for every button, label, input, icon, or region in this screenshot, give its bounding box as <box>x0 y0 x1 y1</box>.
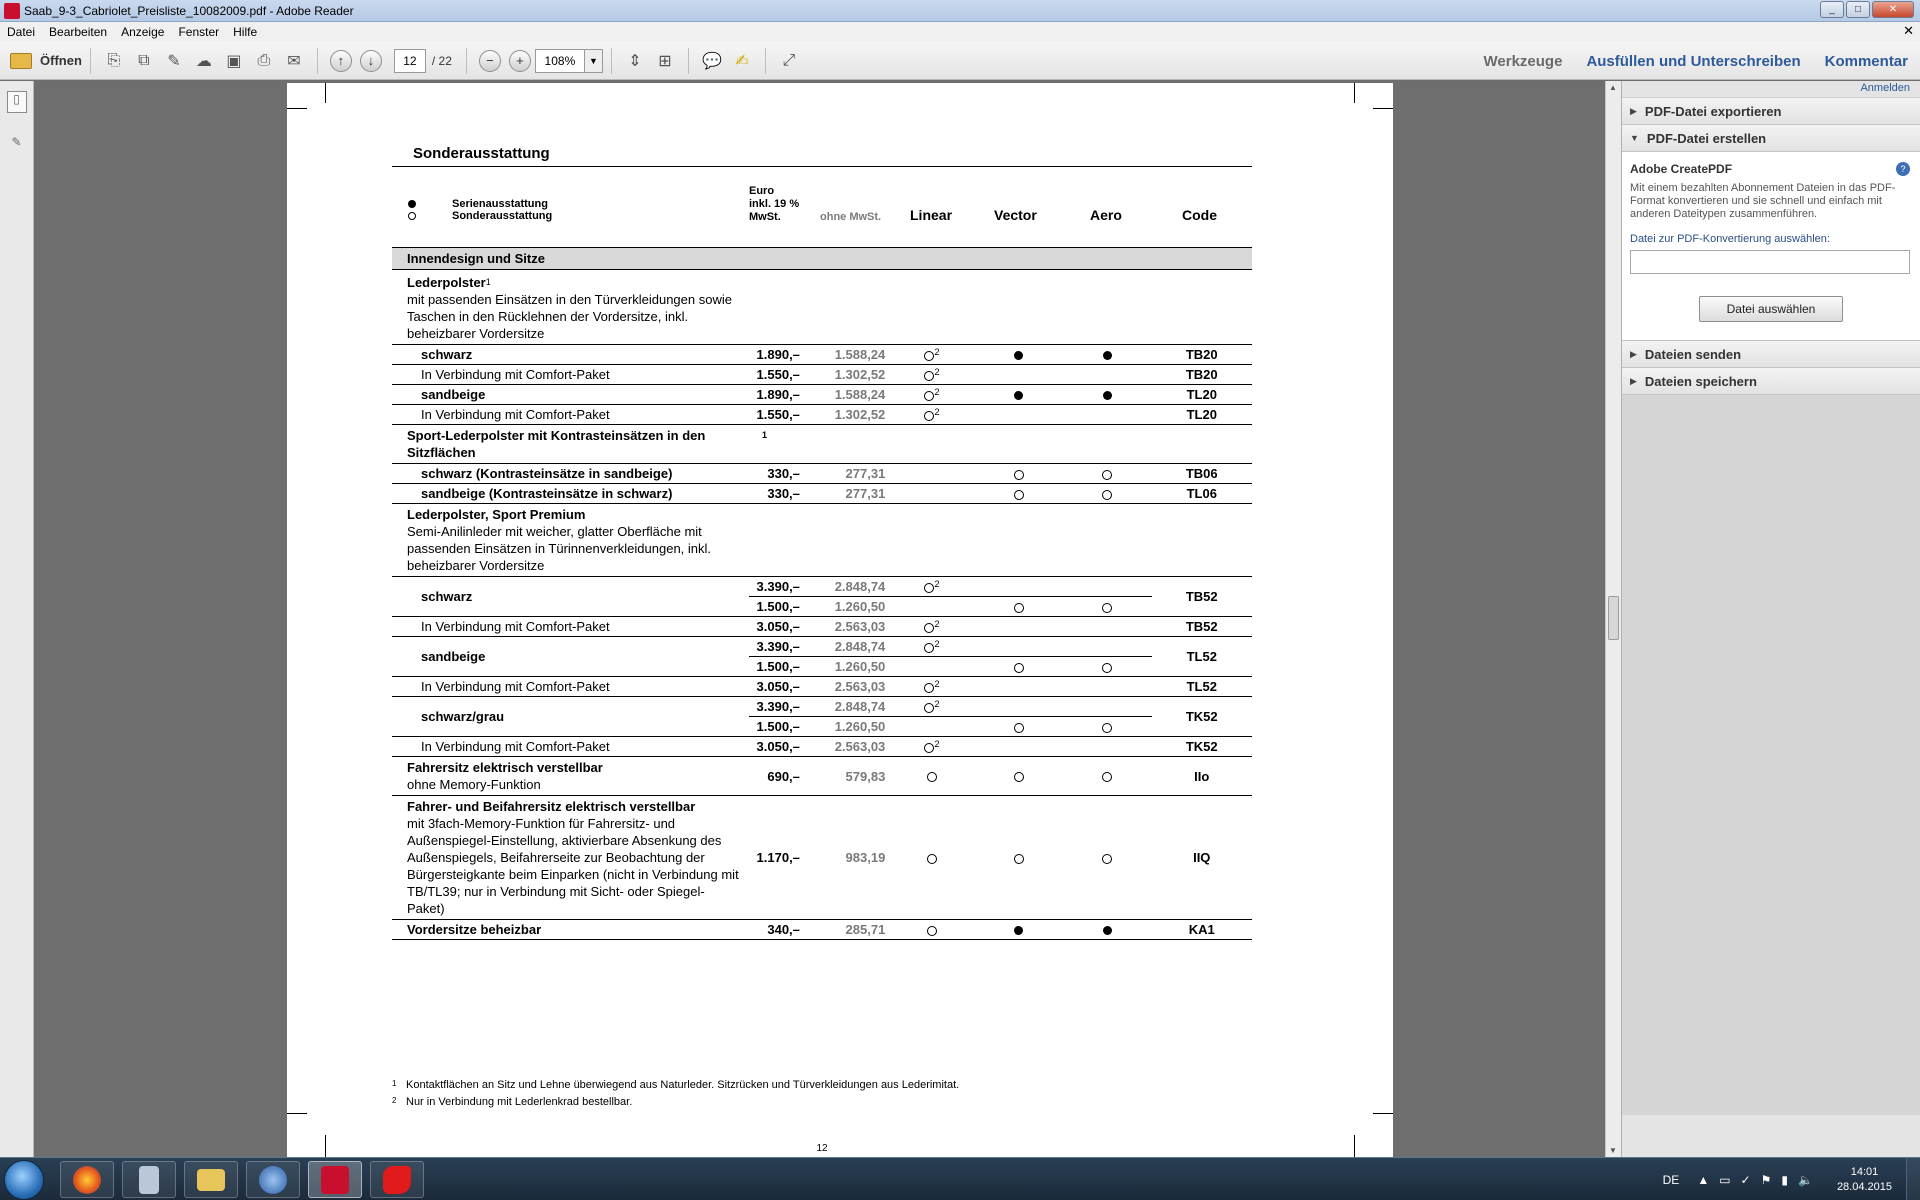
table-row <box>392 484 1252 504</box>
menu-datei[interactable]: Datei <box>7 25 36 39</box>
calculator-icon <box>139 1166 159 1194</box>
zoom-out-icon[interactable]: − <box>479 50 501 72</box>
option-code: TK52 <box>1152 697 1253 737</box>
row-label: sandbeige (Kontrasteinsätze in schwarz) <box>392 484 749 504</box>
fit-width-icon[interactable]: ⊞ <box>658 52 672 70</box>
standard-marker <box>1014 351 1023 360</box>
col-linear: Linear <box>910 207 953 223</box>
option-code: TB06 <box>1152 464 1253 484</box>
createpdf-text: Mit einem bezahlten Abonnement Dateien in das PDF-Format konvertieren und sie schnell und einfach mit anderen Dateitypen zusammenführen. <box>1630 182 1896 220</box>
taskbar-explorer[interactable] <box>184 1161 238 1198</box>
option-code: TL52 <box>1152 637 1253 677</box>
pane-empty-area <box>1622 395 1920 1115</box>
show-desktop-button[interactable] <box>1906 1158 1920 1200</box>
row-label: sandbeige <box>392 637 749 677</box>
taskbar-app[interactable] <box>370 1161 424 1198</box>
price-net: 285,71 <box>804 920 889 940</box>
footnote-1: 1 Kontaktflächen an Sitz und Lehne überwiegend aus Naturleder. Sitzrücken und Türverkleidungen aus Lederimitat. <box>392 1079 960 1091</box>
select-file-button[interactable]: Datei auswählen <box>1699 296 1843 322</box>
price-gross: 3.050,– <box>749 737 804 757</box>
crop-mark <box>325 1135 326 1157</box>
price-gross: 690,– <box>749 757 804 796</box>
table-row: In Verbindung mit Comfort-Paket 3.050,– 2.563,03 $^2$ TB52 <box>392 617 1252 637</box>
create-pdf-icon[interactable]: ⎘ <box>107 51 121 69</box>
navigation-pane <box>0 81 34 1157</box>
clock[interactable] <box>1837 1165 1892 1195</box>
section-row <box>392 248 1252 270</box>
price-net: 2.848,74 <box>804 637 889 657</box>
optional-marker <box>1102 854 1112 864</box>
menu-hilfe[interactable]: Hilfe <box>233 25 258 39</box>
group-desc: ohne Memory-Funktion <box>407 777 541 792</box>
help-icon[interactable]: ? <box>1896 162 1910 176</box>
taskbar-firefox[interactable] <box>60 1161 114 1198</box>
close-window-button[interactable]: ✕ <box>1872 1 1914 18</box>
price-net: 1.302,52 <box>804 365 889 385</box>
comment-pane-button[interactable]: Kommentar <box>1824 52 1908 70</box>
createpdf-title: Adobe CreatePDF <box>1630 162 1733 176</box>
expand-triangle-icon: ▶ <box>1630 105 1637 116</box>
price-gross: 1.890,– <box>749 385 804 405</box>
row-label: In Verbindung mit Comfort-Paket <box>392 617 749 637</box>
price-net: 1.260,50 <box>804 657 889 677</box>
folder-icon <box>10 53 32 69</box>
flag-icon[interactable]: ⚑ <box>1760 1172 1772 1187</box>
optional-marker <box>927 926 937 936</box>
upload-cloud-icon[interactable]: ☁ <box>195 52 212 70</box>
optional-marker <box>1102 470 1112 480</box>
optional-marker <box>1102 603 1112 613</box>
price-table <box>392 247 1252 940</box>
optional-marker <box>924 411 934 421</box>
optional-marker <box>924 351 934 361</box>
scroll-thumb[interactable] <box>1608 596 1619 640</box>
tools-pane-button[interactable]: Werkzeuge <box>1483 52 1563 70</box>
price-gross: 330,– <box>749 484 804 504</box>
table-row: sandbeige 3.390,– 2.848,74 $^2$ TL52 <box>392 637 1252 657</box>
section-title: Innendesign und Sitze <box>392 248 1252 270</box>
price-gross: 3.390,– <box>749 697 804 717</box>
group-desc: mit passenden Einsätzen in den Türverkleidungen sowie Taschen in den Rücklehnen der Vordersitze, inkl. beheizbarer Vordersitze <box>407 292 732 341</box>
table-row <box>392 796 1252 920</box>
group-title: Lederpolster <box>407 275 486 290</box>
optional-marker <box>924 743 934 753</box>
table-row: In Verbindung mit Comfort-Paket 1.550,– 1.302,52 $^2$ TL20 <box>392 405 1252 425</box>
splat-icon <box>383 1166 411 1194</box>
table-row: schwarz 3.390,– 2.848,74 $^2$ TB52 <box>392 577 1252 597</box>
group-title: Lederpolster, Sport Premium <box>407 507 586 522</box>
table-row: In Verbindung mit Comfort-Paket 1.550,– 1.302,52 $^2$ TB20 <box>392 365 1252 385</box>
adobe-reader-icon <box>4 3 20 19</box>
network-icon[interactable]: ▮ <box>1781 1172 1788 1187</box>
taskbar-thunderbird[interactable] <box>246 1161 300 1198</box>
col-euro-line2: inkl. 19 % <box>749 198 800 210</box>
pdf-content <box>392 145 1252 1154</box>
standard-marker <box>1014 926 1023 935</box>
price-gross: 3.050,– <box>749 617 804 637</box>
footnote-ref: 1 <box>485 277 491 287</box>
crop-mark <box>287 1113 307 1114</box>
option-code: TL20 <box>1152 405 1253 425</box>
optional-marker <box>1014 723 1024 733</box>
menu-bearbeiten[interactable]: Bearbeiten <box>49 25 108 39</box>
option-code: KA1 <box>1152 920 1253 940</box>
taskbar-calculator[interactable] <box>122 1161 176 1198</box>
price-gross: 340,– <box>749 920 804 940</box>
highlight-icon[interactable]: ✍ <box>735 52 749 70</box>
crop-mark <box>1373 1113 1393 1114</box>
optional-marker <box>1102 490 1112 500</box>
menu-anzeige[interactable]: Anzeige <box>121 25 165 39</box>
select-file-label: Datei zur PDF-Konvertierung auswählen: <box>1630 233 1830 245</box>
system-tray <box>1663 1158 1920 1200</box>
pdf-page <box>287 83 1393 1157</box>
create-pdf-panel <box>1622 152 1920 341</box>
tools-pane <box>1621 81 1920 1157</box>
minimize-button[interactable]: _ <box>1820 1 1844 18</box>
toolbar-divider <box>90 48 91 74</box>
group-title: Fahrersitz elektrisch verstellbar <box>407 760 603 775</box>
window-title: Saab_9-3_Cabriolet_Preisliste_10082009.pdf - Adobe Reader <box>24 3 354 18</box>
optional-marker <box>1102 772 1112 782</box>
footnote-ref: 1 <box>762 430 768 440</box>
price-net: 1.588,24 <box>804 345 889 365</box>
table-row: schwarz/grau 3.390,– 2.848,74 $^2$ TK52 <box>392 697 1252 717</box>
zoom-dropdown-icon[interactable]: ▼ <box>585 49 603 73</box>
selected-file-field[interactable] <box>1630 250 1910 274</box>
optional-marker <box>924 623 934 633</box>
group-header <box>392 270 1252 345</box>
optional-marker <box>1014 854 1024 864</box>
attachments-icon[interactable]: ✎ <box>11 135 22 149</box>
page-thumbnails-icon[interactable]: ▯ <box>7 91 27 113</box>
price-net: 2.563,03 <box>804 617 889 637</box>
price-net: 1.260,50 <box>804 717 889 737</box>
collapse-triangle-icon: ▼ <box>1630 133 1639 143</box>
optional-marker <box>924 703 934 713</box>
clock-time: 14:01 <box>1850 1165 1879 1178</box>
page-total: / 22 <box>431 53 452 68</box>
table-row: In Verbindung mit Comfort-Paket 3.050,– 2.563,03 $^2$ TK52 <box>392 737 1252 757</box>
col-code: Code <box>1182 207 1217 223</box>
group-header <box>392 504 1252 577</box>
group-title: Sport-Lederpolster mit Kontrasteinsätzen in den Sitzflächen <box>407 428 706 460</box>
row-label: In Verbindung mit Comfort-Paket <box>392 365 749 385</box>
standard-marker <box>1103 351 1112 360</box>
row-label: schwarz/grau <box>392 697 749 737</box>
toolbar-divider <box>317 48 318 74</box>
taskbar <box>0 1157 1920 1200</box>
page-number-footer: 12 <box>816 1143 828 1154</box>
option-code: TL20 <box>1152 385 1253 405</box>
close-document-icon[interactable]: ✕ <box>1903 23 1914 38</box>
standard-marker <box>408 200 416 208</box>
save-files-header[interactable]: ▶ Dateien speichern <box>1622 368 1920 395</box>
group-title: Fahrer- und Beifahrersitz elektrisch verstellbar <box>407 799 696 814</box>
row-label: sandbeige <box>392 385 749 405</box>
price-net: 2.848,74 <box>804 697 889 717</box>
price-gross: 330,– <box>749 464 804 484</box>
menu-fenster[interactable]: Fenster <box>178 25 220 39</box>
price-net: 2.563,03 <box>804 677 889 697</box>
legend-optional: Sonderausstattung <box>452 210 553 222</box>
sign-in-link[interactable]: Anmelden <box>1622 81 1920 98</box>
adobe-reader-icon <box>321 1166 349 1194</box>
crop-mark <box>1373 108 1393 109</box>
price-net: 983,19 <box>804 796 889 920</box>
price-gross: 1.500,– <box>749 657 804 677</box>
taskbar-adobe-reader[interactable] <box>308 1161 362 1198</box>
option-code: TL52 <box>1152 677 1253 697</box>
price-net: 277,31 <box>804 464 889 484</box>
crop-mark <box>1354 83 1355 103</box>
col-aero: Aero <box>1090 207 1122 223</box>
price-net: 2.563,03 <box>804 737 889 757</box>
option-code: TB20 <box>1152 345 1253 365</box>
optional-marker <box>1102 663 1112 673</box>
toolbar-divider <box>688 48 689 74</box>
table-row: schwarz 1.890,– 1.588,24 $^2$ TB20 <box>392 345 1252 365</box>
optional-marker <box>1102 723 1112 733</box>
row-label: In Verbindung mit Comfort-Paket <box>392 677 749 697</box>
page-number-input[interactable]: 12 <box>394 49 426 73</box>
table-row: sandbeige 1.890,– 1.588,24 $^2$ TL20 <box>392 385 1252 405</box>
row-label: schwarz (Kontrasteinsätze in sandbeige) <box>392 464 749 484</box>
toolbar-divider <box>611 48 612 74</box>
open-label: Öffnen <box>40 53 82 68</box>
row-label: In Verbindung mit Comfort-Paket <box>392 737 749 757</box>
price-gross: 3.050,– <box>749 677 804 697</box>
footnote-2: 2 Nur in Verbindung mit Lederlenkrad bestellbar. <box>392 1096 633 1108</box>
group-desc: mit 3fach-Memory-Funktion für Fahrersitz- und Außenspiegel-Einstellung, aktivierbare Absenkung des Außenspiegels, Beifahrerseite zur Beobachtung der Bürgersteigkante beim Einparken (nicht in Verbindung mit TB/TL39; nur in Verbindung mit Sicht- oder Spiegel-Paket) <box>407 816 739 916</box>
scroll-down-icon[interactable]: ▼ <box>1609 1146 1617 1155</box>
table-row <box>392 464 1252 484</box>
usb-icon[interactable]: ▭ <box>1719 1172 1731 1187</box>
previous-page-icon[interactable]: ↑ <box>330 50 352 72</box>
optional-marker <box>1014 490 1024 500</box>
row-label: schwarz <box>392 345 749 365</box>
expand-triangle-icon: ▶ <box>1630 375 1637 386</box>
comment-icon[interactable]: 💬 <box>701 52 722 70</box>
zoom-level-input[interactable]: 108% <box>535 49 585 73</box>
zoom-in-icon[interactable]: + <box>509 50 531 72</box>
document-view[interactable] <box>35 81 1605 1157</box>
send-files-header[interactable]: ▶ Dateien senden <box>1622 341 1920 368</box>
group-header <box>392 425 1252 464</box>
optional-marker <box>924 643 934 653</box>
menu-bar <box>0 22 1920 42</box>
mail-icon <box>259 1166 287 1194</box>
crop-mark <box>325 83 326 103</box>
folder-icon <box>197 1169 225 1191</box>
optional-marker <box>1014 772 1024 782</box>
fill-sign-pane-button[interactable]: Ausfüllen und Unterschreiben <box>1586 52 1801 70</box>
toolbar-divider <box>466 48 467 74</box>
price-gross: 1.500,– <box>749 717 804 737</box>
email-icon[interactable]: ✉ <box>287 52 301 70</box>
option-code: TB20 <box>1152 365 1253 385</box>
doc-title: Sonderausstattung <box>392 145 1252 167</box>
tray-expand-icon[interactable]: ▲ <box>1697 1172 1710 1187</box>
optional-marker <box>924 371 934 381</box>
price-net: 579,83 <box>804 757 889 796</box>
security-icon[interactable]: ✓ <box>1740 1172 1751 1187</box>
price-net: 1.302,52 <box>804 405 889 425</box>
table-header <box>392 185 1252 243</box>
clock-date: 28.04.2015 <box>1836 1180 1892 1193</box>
price-net: 1.588,24 <box>804 385 889 405</box>
row-label: In Verbindung mit Comfort-Paket <box>392 405 749 425</box>
expand-triangle-icon: ▶ <box>1630 348 1637 359</box>
print-icon[interactable]: ⎙ <box>257 51 271 69</box>
standard-marker <box>1103 926 1112 935</box>
open-button[interactable] <box>10 53 82 69</box>
full-screen-icon[interactable]: ⤢ <box>782 51 796 69</box>
option-code: IIQ <box>1152 796 1253 920</box>
crop-mark <box>1354 1135 1355 1157</box>
group-desc: Semi-Anilinleder mit weicher, glatter Oberfläche mit passenden Einsätzen in Türinnenverkleidungen, inkl. beheizbarer Vordersitze <box>407 524 712 573</box>
toolbar <box>0 42 1920 80</box>
price-gross: 1.550,– <box>749 365 804 385</box>
edit-pdf-icon[interactable]: ✎ <box>167 52 181 70</box>
firefox-icon <box>73 1166 101 1194</box>
optional-marker <box>924 583 934 593</box>
start-button[interactable] <box>4 1160 44 1200</box>
option-code: TL06 <box>1152 484 1253 504</box>
price-gross: 3.390,– <box>749 577 804 597</box>
option-code: TB52 <box>1152 577 1253 617</box>
optional-marker <box>1014 470 1024 480</box>
row-label: Vordersitze beheizbar <box>392 920 749 940</box>
option-code: IIo <box>1152 757 1253 796</box>
combine-pdf-icon[interactable]: ⧉ <box>138 51 150 69</box>
next-page-icon[interactable]: ↓ <box>360 50 382 72</box>
option-code: TB52 <box>1152 617 1253 637</box>
optional-marker <box>924 683 934 693</box>
legend-standard: Serienausstattung <box>452 198 548 210</box>
option-code: TK52 <box>1152 737 1253 757</box>
price-net: 277,31 <box>804 484 889 504</box>
crop-mark <box>287 108 307 109</box>
col-euro-line1: Euro <box>749 185 775 197</box>
col-vector: Vector <box>994 207 1037 223</box>
scroll-up-icon[interactable]: ▲ <box>1609 83 1617 92</box>
language-indicator[interactable]: DE <box>1662 1172 1680 1187</box>
optional-marker <box>927 854 937 864</box>
optional-marker <box>924 391 934 401</box>
title-bar <box>0 0 1920 22</box>
optional-marker <box>927 772 937 782</box>
table-row <box>392 757 1252 796</box>
price-gross: 1.500,– <box>749 597 804 617</box>
fit-page-icon[interactable]: ⇕ <box>628 52 642 70</box>
volume-icon[interactable]: 🔈 <box>1797 1172 1813 1187</box>
vertical-scrollbar[interactable] <box>1605 81 1621 1157</box>
footnotes <box>392 1079 959 1113</box>
create-pdf-header[interactable]: ▼ PDF-Datei erstellen <box>1622 125 1920 152</box>
price-net: 2.848,74 <box>804 577 889 597</box>
export-pdf-header[interactable]: ▶ PDF-Datei exportieren <box>1622 98 1920 125</box>
price-net: 1.260,50 <box>804 597 889 617</box>
row-label: schwarz <box>392 577 749 617</box>
save-icon[interactable]: ▣ <box>226 52 242 70</box>
standard-marker <box>1103 391 1112 400</box>
price-gross: 1.890,– <box>749 345 804 365</box>
col-euro-line3: MwSt. <box>749 211 781 223</box>
price-gross: 1.550,– <box>749 405 804 425</box>
col-net: ohne MwSt. <box>820 211 882 223</box>
optional-marker <box>1014 663 1024 673</box>
table-row: In Verbindung mit Comfort-Paket 3.050,– 2.563,03 $^2$ TL52 <box>392 677 1252 697</box>
optional-marker <box>1014 603 1024 613</box>
price-gross: 1.170,– <box>749 796 804 920</box>
standard-marker <box>1014 391 1023 400</box>
table-row <box>392 920 1252 940</box>
maximize-button[interactable]: □ <box>1846 1 1870 18</box>
optional-marker <box>408 212 416 220</box>
price-gross: 3.390,– <box>749 637 804 657</box>
toolbar-divider <box>765 48 766 74</box>
